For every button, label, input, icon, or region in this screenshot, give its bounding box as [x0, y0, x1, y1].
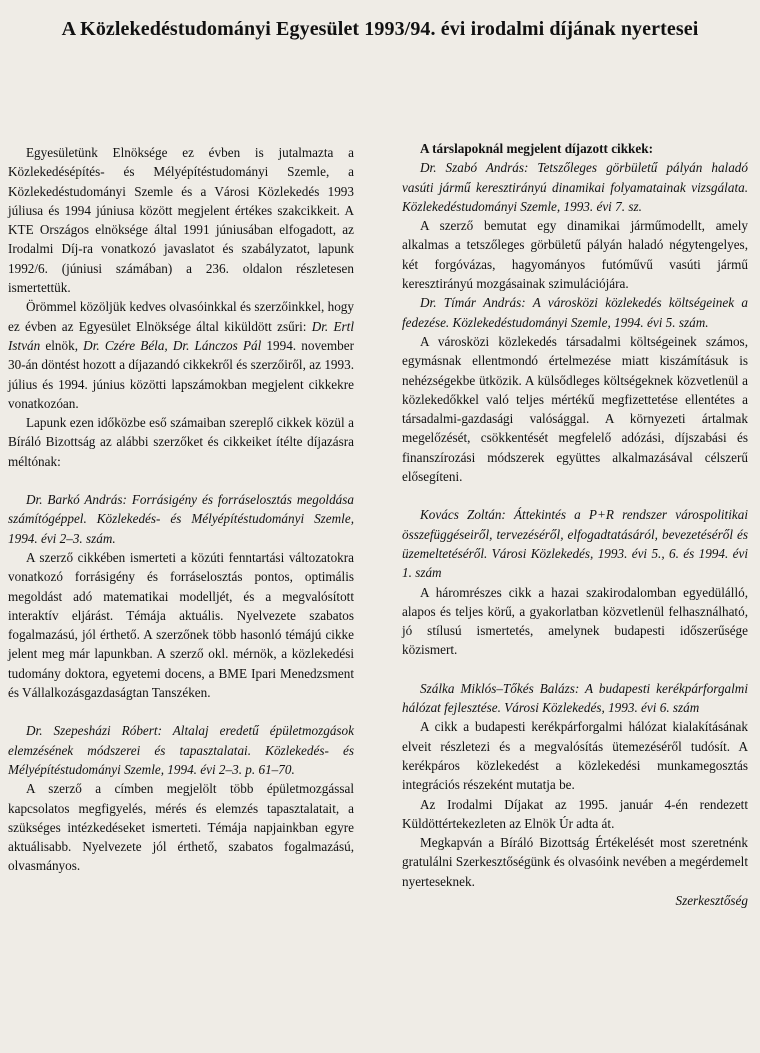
page-title: A Közlekedéstudományi Egyesület 1993/94. évi irodalmi díjának nyertesei [61, 18, 699, 40]
jury-members: Dr. Czére Béla, Dr. Lánczos Pál [83, 337, 262, 353]
award-reference-szabo: Dr. Szabó András: Tetszőleges görbületű pályán haladó vasúti jármű keresztirányú dinamikai folyamatainak vizsgálata. Közlekedéstudományi Szemle, 1993. évi 7. sz. [402, 160, 748, 214]
award-description-barko: A szerző cikkében ismerteti a közúti fenntartási változatokra vonatkozó forrásigény és forráselosztás pontos, optimális megoldást adó matematikai modelljét, és a megvalósított interaktív eljárást. Témája aktuális. Nyelvezete szabatos fogalmazású, jól érthető. A szerzőnek több hasonló témájú cikke jelent meg már lapunkban. A szerző okl. mérnök, a közlekedési tudomány doktora, egyetemi docens, a BME Ipari Menedzsment és Vállalkozásgazdaságtan Tanszéken. [8, 549, 354, 701]
award-reference-szalka-tokes: Szálka Miklós–Tőkés Balázs: A budapesti kerékpárforgalmi hálózat fejlesztése. Városi Közlekedés, 1993. évi 6. szám [402, 680, 748, 716]
award-description-szalka-tokes: A cikk a budapesti kerékpárforgalmi hálózat kialakításának elveit részletezi és a megvalósítás ütemezéséről tudósít. A kerékpáros közlekedést a közlekedési munkamegosztás integrációs részeként mutatja be. [402, 719, 748, 793]
jury-text-c: 1994. november 30-án döntést hozott a díjazandó cikkekről és szerzőiről, az 1993. július és 1994. június közötti lapszámokban megjelent cikkekre vonatkozóan. [8, 337, 354, 411]
award-reference-szepeshazi: Dr. Szepesházi Róbert: Altalaj eredetű épületmozgások elemzésének módszerei és tapasztalatai. Közlekedés- és Mélyépítéstudományi Szemle, 1994. évi 2–3. p. 61–70. [8, 723, 354, 777]
jury-paragraph [8, 297, 354, 413]
award-reference-kovacs: Kovács Zoltán: Áttekintés a P+R rendszer várospolitikai összefüggéseiről, tervezéséről, elfogadtatásáról, bevezetéséről és üzemeltetéséről. Városi Közlekedés, 1993. évi 5., 6. és 1994. évi 1. szám [402, 507, 748, 581]
jury-chair: Dr. Ertl István [8, 318, 354, 353]
jury-text-a: Örömmel közöljük kedves olvasóinkkal és szerzőinkkel, hogy ez évben az Egyesület Elnöksége által kiküldött zsűri: [8, 299, 354, 334]
award-ceremony-paragraph: Az Irodalmi Díjakat az 1995. január 4-én rendezett Küldöttértekezleten az Elnök Úr adta át. [402, 796, 748, 831]
award-description-timar: A városközi közlekedés társadalmi költségeinek számos, egymásnak ellentmondó értelmezése miatt kiszámításuk is nehézségekbe ütközik. A külsődleges költségeknek közvetlenül a közlekedőkkel való teljes mértékű megfizettetése ellentétes a társadalmi-gazdasági valósággal. A környezeti ártalmak megelőzését, csökkentését megfelelő adózási, díjszabási és finanszírozási módszerek együttes alkalmazásával célszerű elősegíteni. [402, 333, 748, 485]
signature: Szerkesztőség [675, 892, 748, 908]
selection-paragraph: Lapunk ezen időközbe eső számaiban szereplő cikkek közül a Bíráló Bizottság az alábbi szerzőket és cikkeiket ítélte díjazásra méltónak: [8, 415, 354, 469]
award-description-szepeshazi: A szerző a címben megjelölt több épületmozgással kapcsolatos megfigyelés, mérés és elemzés tapasztalatait, a szükséges intézkedéseket ismerteti. Témája napjainkban egyre aktuálisabb. Nyelvezete jól érthető, szabatos fogalmazású, olvasmányos. [8, 781, 354, 874]
left-column [8, 143, 354, 876]
intro-paragraph: Egyesületünk Elnöksége ez évben is jutalmazta a Közlekedésépítés- és Mélyépítéstudományi Szemle, a Közlekedéstudományi Szemle és a Városi Közlekedés 1993 júliusa és 1994 júniusa között megjelent értékes szakcikkeit. A KTE Országos elnöksége által 1991 júniusában elfogadott, az Irodalmi Díj-ra vonatkozó javaslatot és szabályzatot, lapunk 1992/6. (júniusi számában) a 236. oldalon részletesen ismertettük. [8, 145, 354, 296]
award-reference-barko: Dr. Barkó András: Forrásigény és forráselosztás megoldása számítógéppel. Közlekedés- és Mélyépítéstudományi Szemle, 1994. évi 2–3. szám. [8, 492, 354, 546]
congratulations-paragraph: Megkapván a Bíráló Bizottság Értékelését most szeretnénk gratulálni Szerkesztőségünk és olvasóink nevében a megérdemelt nyerteseknek. [402, 835, 748, 889]
jury-text-b: elnök, [40, 337, 84, 353]
award-reference-timar: Dr. Tímár András: A városközi közlekedés költségeinek a fedezése. Közlekedéstudományi Szemle, 1994. évi 5. szám. [402, 295, 748, 330]
award-description-szabo: A szerző bemutat egy dinamikai járműmodellt, amely alkalmas a tetszőleges görbületű pályán haladó négytengelyes, két forgóvázas, hagyományos futóművű vasúti jármű keresztirányú mozgásainak szimulációjára. [402, 218, 748, 292]
award-description-kovacs: A háromrészes cikk a hazai szakirodalomban egyedülálló, alapos és teljes körű, a gyakorlatban közvetlenül felhasználható, jó stílusú ismertetés, amelynek budapesti időszerűsége közismert. [402, 584, 748, 658]
section-heading: A társlapoknál megjelent díjazott cikkek: [420, 141, 653, 156]
right-column [402, 139, 748, 910]
